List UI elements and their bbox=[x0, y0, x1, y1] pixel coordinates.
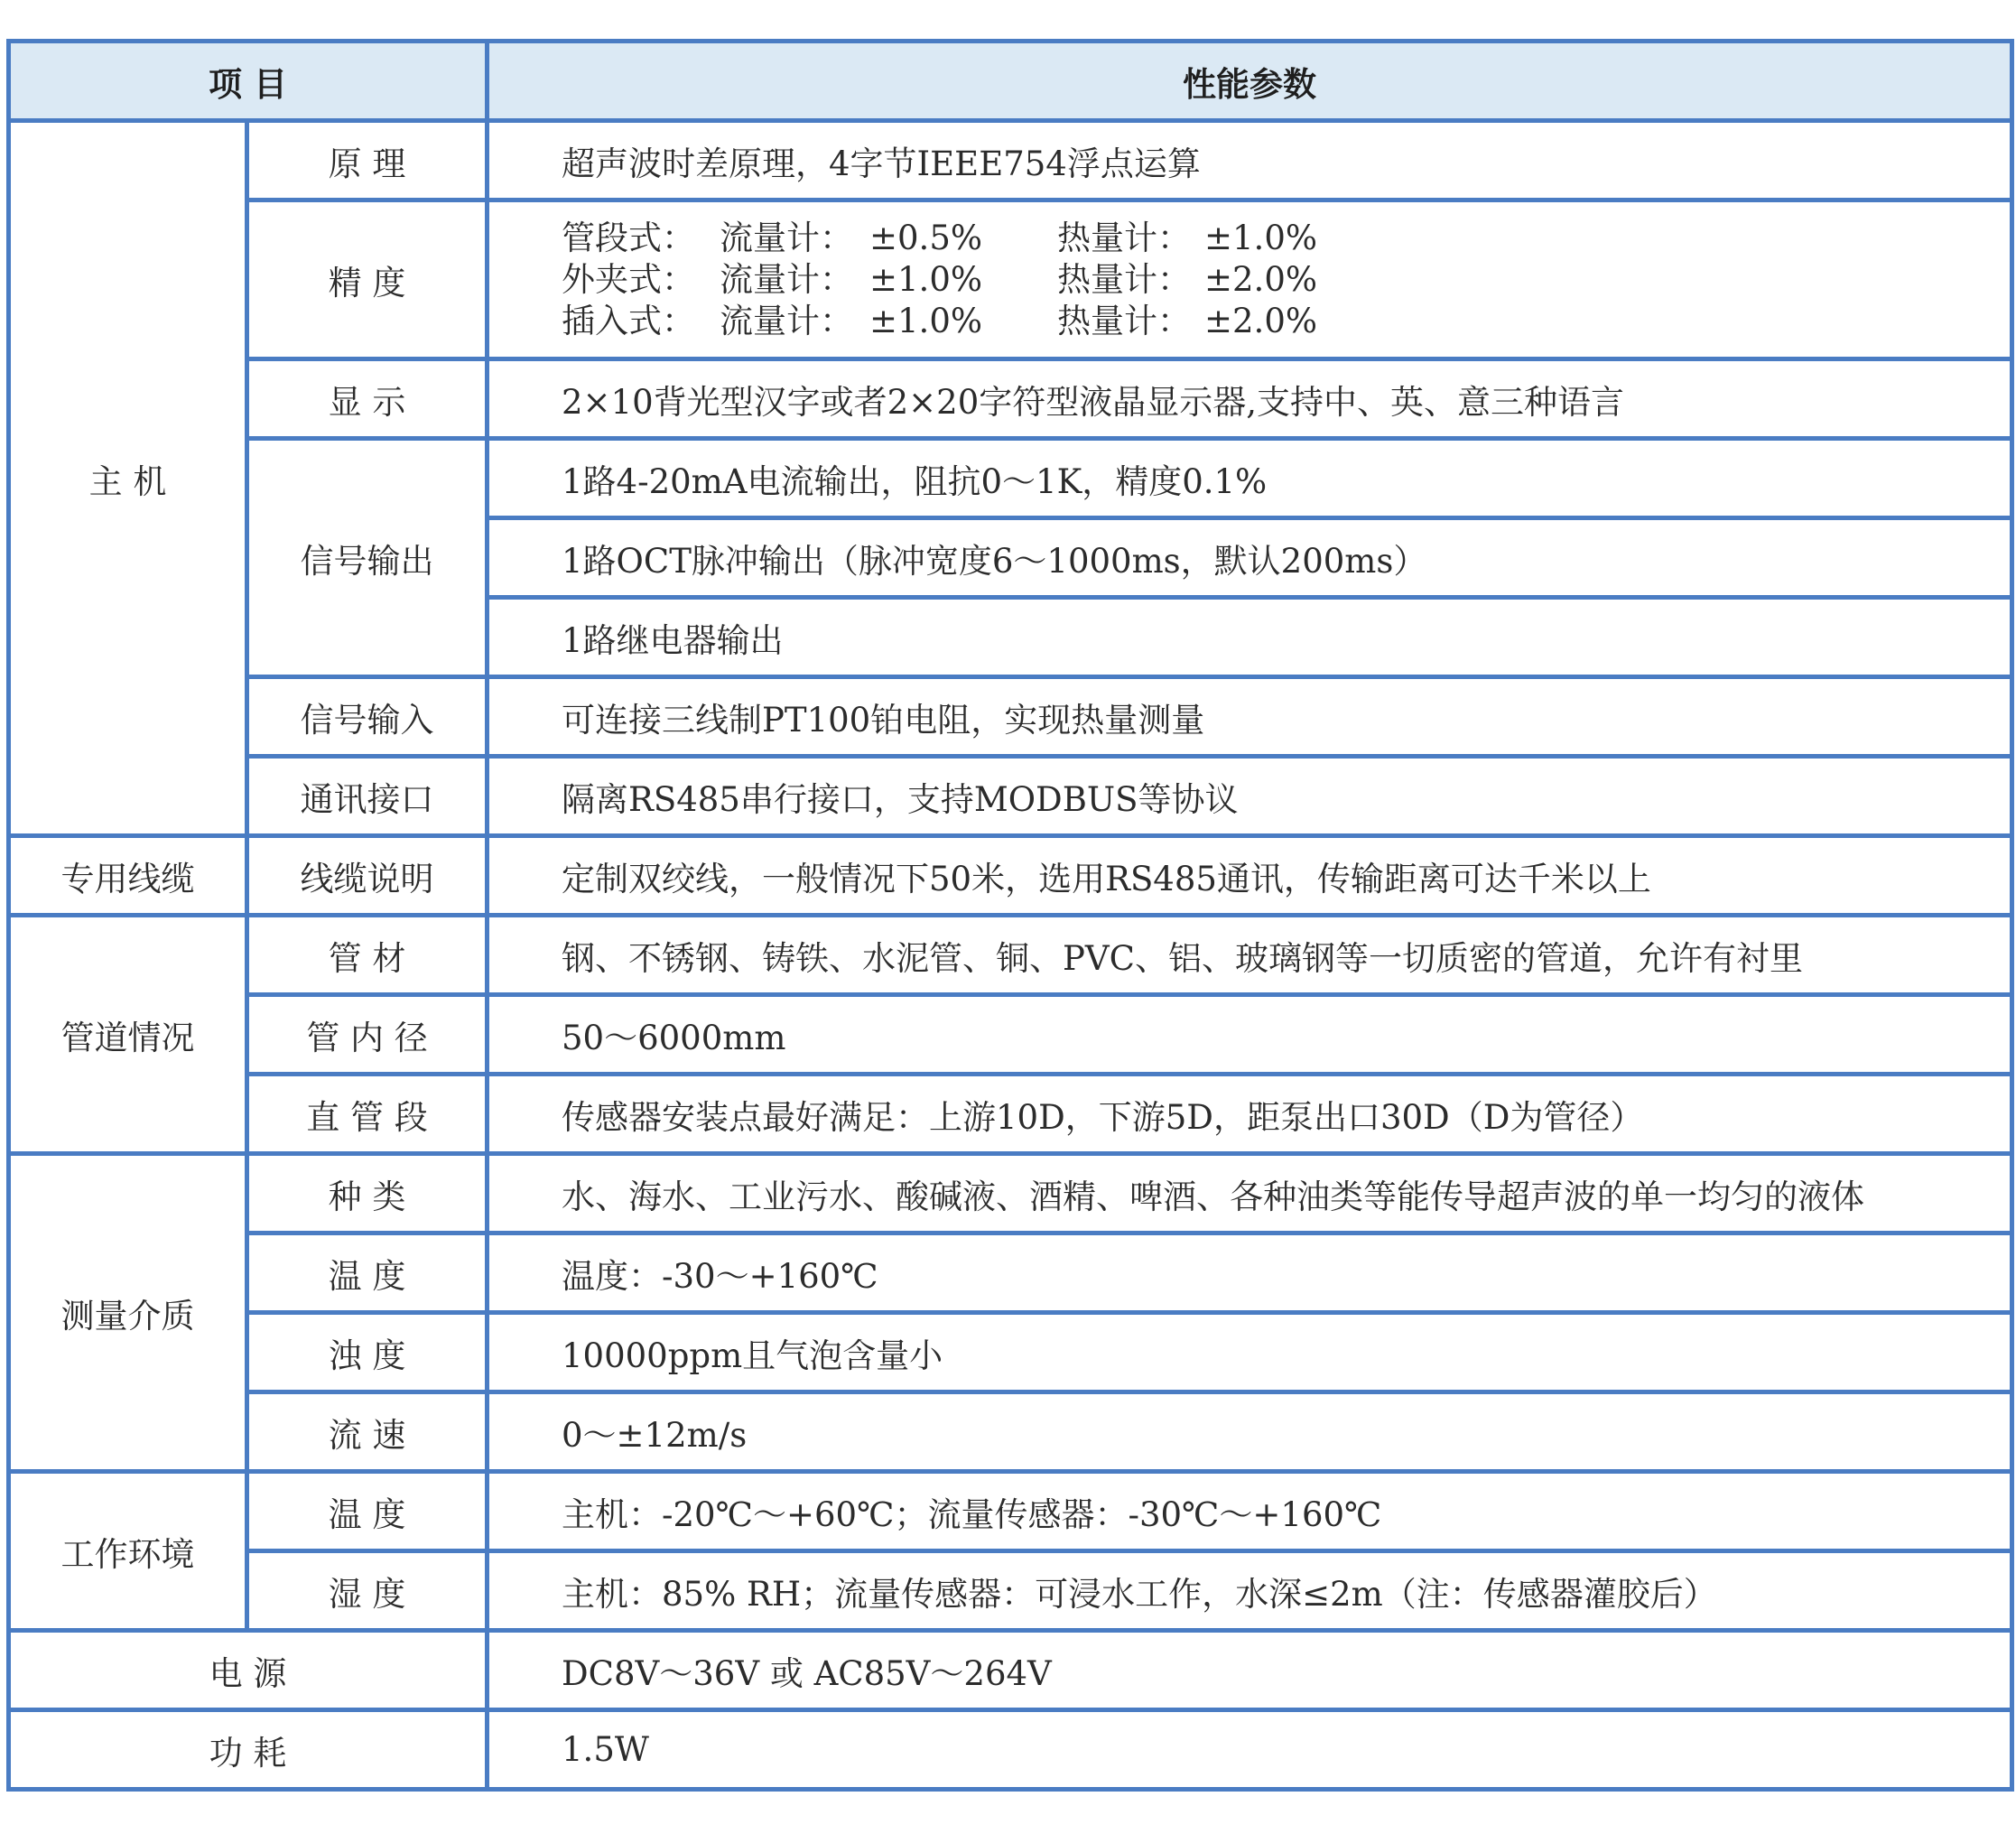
header-params: 性能参数 bbox=[488, 42, 2012, 121]
label-accuracy: 精 度 bbox=[247, 200, 488, 359]
table-row bbox=[9, 1233, 2012, 1313]
table-row bbox=[9, 1313, 2012, 1392]
label-power: 电 源 bbox=[9, 1631, 488, 1710]
table-row bbox=[9, 916, 2012, 995]
label-env-humidity: 湿 度 bbox=[247, 1551, 488, 1631]
header-item: 项 目 bbox=[9, 42, 488, 121]
value-pipe-diameter: 50～6000mm bbox=[488, 995, 2012, 1075]
accuracy-heat-label: 热量计： bbox=[1057, 301, 1192, 340]
value-signal-output-current: 1路4-20mA电流输出，阻抗0～1K，精度0.1% bbox=[488, 439, 2012, 518]
table-row bbox=[9, 1075, 2012, 1154]
label-signal-input: 信号输入 bbox=[247, 677, 488, 757]
table-row bbox=[9, 1710, 2012, 1790]
accuracy-flow-value: ±0.5% bbox=[869, 218, 983, 257]
label-medium-temperature: 温 度 bbox=[247, 1233, 488, 1313]
table-row bbox=[9, 677, 2012, 757]
value-env-humidity: 主机：85% RH；流量传感器：可浸水工作，水深≤2m（注：传感器灌胶后） bbox=[488, 1551, 2012, 1631]
value-env-temperature: 主机：-20℃～+60℃；流量传感器：-30℃～+160℃ bbox=[488, 1472, 2012, 1551]
accuracy-flow-label: 流量计： bbox=[720, 301, 854, 340]
value-signal-output-relay: 1路继电器输出 bbox=[488, 598, 2012, 677]
group-cable: 专用线缆 bbox=[9, 836, 247, 916]
value-pipe-straight: 传感器安装点最好满足：上游10D，下游5D，距泵出口30D（D为管径） bbox=[488, 1075, 2012, 1154]
table-row bbox=[9, 439, 2012, 518]
value-pipe-material: 钢、不锈钢、铸铁、水泥管、铜、PVC、铝、玻璃钢等一切质密的管道，允许有衬里 bbox=[488, 916, 2012, 995]
group-environment: 工作环境 bbox=[9, 1472, 247, 1631]
label-pipe-material: 管 材 bbox=[247, 916, 488, 995]
label-consumption: 功 耗 bbox=[9, 1710, 488, 1790]
label-pipe-diameter: 管 内 径 bbox=[247, 995, 488, 1075]
label-medium-velocity: 流 速 bbox=[247, 1392, 488, 1472]
accuracy-flow-value: ±1.0% bbox=[869, 301, 983, 340]
table-row bbox=[9, 1631, 2012, 1710]
accuracy-heat-label: 热量计： bbox=[1057, 259, 1192, 299]
label-signal-output: 信号输出 bbox=[247, 439, 488, 677]
table-row bbox=[9, 121, 2012, 200]
value-medium-velocity: 0～±12m/s bbox=[488, 1392, 2012, 1472]
accuracy-type: 管段式： bbox=[562, 218, 696, 257]
accuracy-flow-label: 流量计： bbox=[720, 218, 854, 257]
header-row bbox=[9, 42, 2012, 121]
value-medium-turbidity: 10000ppm且气泡含量小 bbox=[488, 1313, 2012, 1392]
table-row bbox=[9, 359, 2012, 439]
table-row bbox=[9, 1551, 2012, 1631]
value-principle: 超声波时差原理，4字节IEEE754浮点运算 bbox=[488, 121, 2012, 200]
accuracy-flow-value: ±1.0% bbox=[869, 259, 983, 299]
accuracy-line bbox=[562, 259, 2010, 301]
accuracy-line bbox=[562, 301, 2010, 342]
table-row bbox=[9, 757, 2012, 836]
accuracy-heat-value: ±2.0% bbox=[1204, 301, 1318, 340]
value-medium-temperature: 温度：-30～+160℃ bbox=[488, 1233, 2012, 1313]
group-pipe: 管道情况 bbox=[9, 916, 247, 1154]
spec-table bbox=[6, 39, 2014, 1792]
table-row bbox=[9, 1154, 2012, 1233]
label-env-temperature: 温 度 bbox=[247, 1472, 488, 1551]
label-cable-desc: 线缆说明 bbox=[247, 836, 488, 916]
accuracy-line bbox=[562, 218, 2010, 259]
group-medium: 测量介质 bbox=[9, 1154, 247, 1472]
table-row bbox=[9, 995, 2012, 1075]
value-signal-output-pulse: 1路OCT脉冲输出（脉冲宽度6～1000ms，默认200ms） bbox=[488, 518, 2012, 598]
value-medium-kind: 水、海水、工业污水、酸碱液、酒精、啤酒、各种油类等能传导超声波的单一均匀的液体 bbox=[488, 1154, 2012, 1233]
value-consumption: 1.5W bbox=[488, 1710, 2012, 1790]
label-principle: 原 理 bbox=[247, 121, 488, 200]
table-row bbox=[9, 836, 2012, 916]
label-pipe-straight: 直 管 段 bbox=[247, 1075, 488, 1154]
table-row bbox=[9, 1472, 2012, 1551]
label-medium-kind: 种 类 bbox=[247, 1154, 488, 1233]
accuracy-heat-label: 热量计： bbox=[1057, 218, 1192, 257]
table-row bbox=[9, 200, 2012, 359]
value-comm: 隔离RS485串行接口，支持MODBUS等协议 bbox=[488, 757, 2012, 836]
value-accuracy bbox=[488, 200, 2012, 359]
accuracy-type: 外夹式： bbox=[562, 259, 696, 299]
value-cable-desc: 定制双绞线，一般情况下50米，选用RS485通讯，传输距离可达千米以上 bbox=[488, 836, 2012, 916]
label-medium-turbidity: 浊 度 bbox=[247, 1313, 488, 1392]
accuracy-heat-value: ±1.0% bbox=[1204, 218, 1318, 257]
accuracy-type: 插入式： bbox=[562, 301, 696, 340]
value-signal-input: 可连接三线制PT100铂电阻，实现热量测量 bbox=[488, 677, 2012, 757]
accuracy-flow-label: 流量计： bbox=[720, 259, 854, 299]
value-display: 2×10背光型汉字或者2×20字符型液晶显示器,支持中、英、意三种语言 bbox=[488, 359, 2012, 439]
label-comm: 通讯接口 bbox=[247, 757, 488, 836]
table-row bbox=[9, 1392, 2012, 1472]
value-power: DC8V～36V 或 AC85V～264V bbox=[488, 1631, 2012, 1710]
group-host: 主 机 bbox=[9, 121, 247, 836]
accuracy-heat-value: ±2.0% bbox=[1204, 259, 1318, 299]
label-display: 显 示 bbox=[247, 359, 488, 439]
